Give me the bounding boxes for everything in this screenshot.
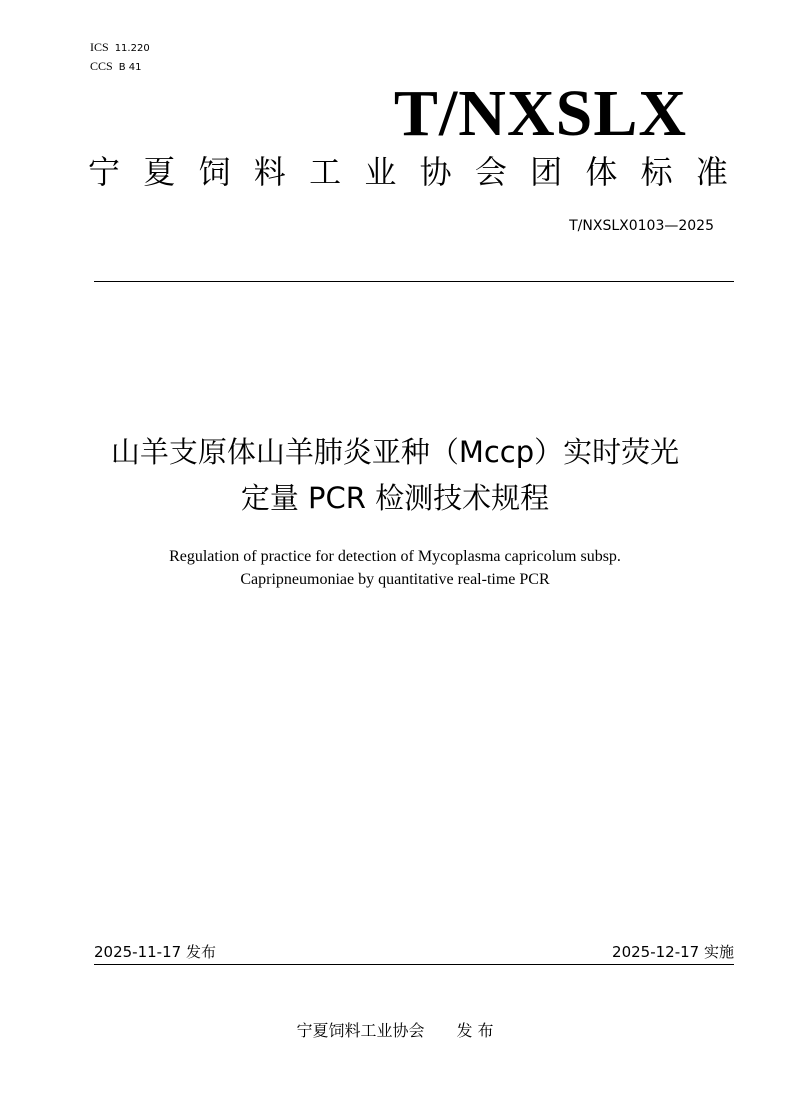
org-title-char: 会 <box>474 153 507 191</box>
org-title-char: 团 <box>530 153 563 191</box>
org-title-char: 标 <box>640 153 673 191</box>
standard-code: T/NXSLX <box>393 77 687 150</box>
org-title-char: 工 <box>309 153 342 191</box>
english-title-line-2: Capripneumoniae by quantitative real-time PCR <box>240 571 550 588</box>
org-title-char: 料 <box>253 153 286 191</box>
org-title-char: 协 <box>419 153 452 191</box>
org-title-char: 准 <box>695 153 728 191</box>
ics-label: ICS <box>90 40 109 54</box>
org-title-char: 体 <box>585 153 618 191</box>
org-title-char: 饲 <box>198 153 231 191</box>
top-divider <box>94 281 734 282</box>
bottom-divider <box>94 964 734 965</box>
organization-standard-title <box>88 152 728 192</box>
ics-value: 11.220 <box>114 43 150 54</box>
org-title-char: 夏 <box>143 153 176 191</box>
issue-date: 2025-11-17 发布 <box>94 943 216 961</box>
chinese-title-line-1: 山羊支原体山羊肺炎亚种（Mccp）实时荧光 <box>110 435 680 469</box>
ccs-label: CCS <box>90 59 113 73</box>
org-title-char: 业 <box>364 153 397 191</box>
implementation-date: 2025-12-17 实施 <box>612 943 734 961</box>
chinese-title-line-2: 定量 PCR 检测技术规程 <box>240 481 550 515</box>
english-title-line-1: Regulation of practice for detection of Mycoplasma capricolum subsp. <box>169 548 621 565</box>
standard-number: T/NXSLX0103—2025 <box>569 218 714 234</box>
ccs-line <box>90 59 141 75</box>
org-title-char: 宁 <box>88 153 121 191</box>
publisher-line: 宁夏饲料工业协会 发 布 <box>296 1021 494 1040</box>
ccs-value: B 41 <box>118 62 142 73</box>
ics-line <box>90 40 150 56</box>
